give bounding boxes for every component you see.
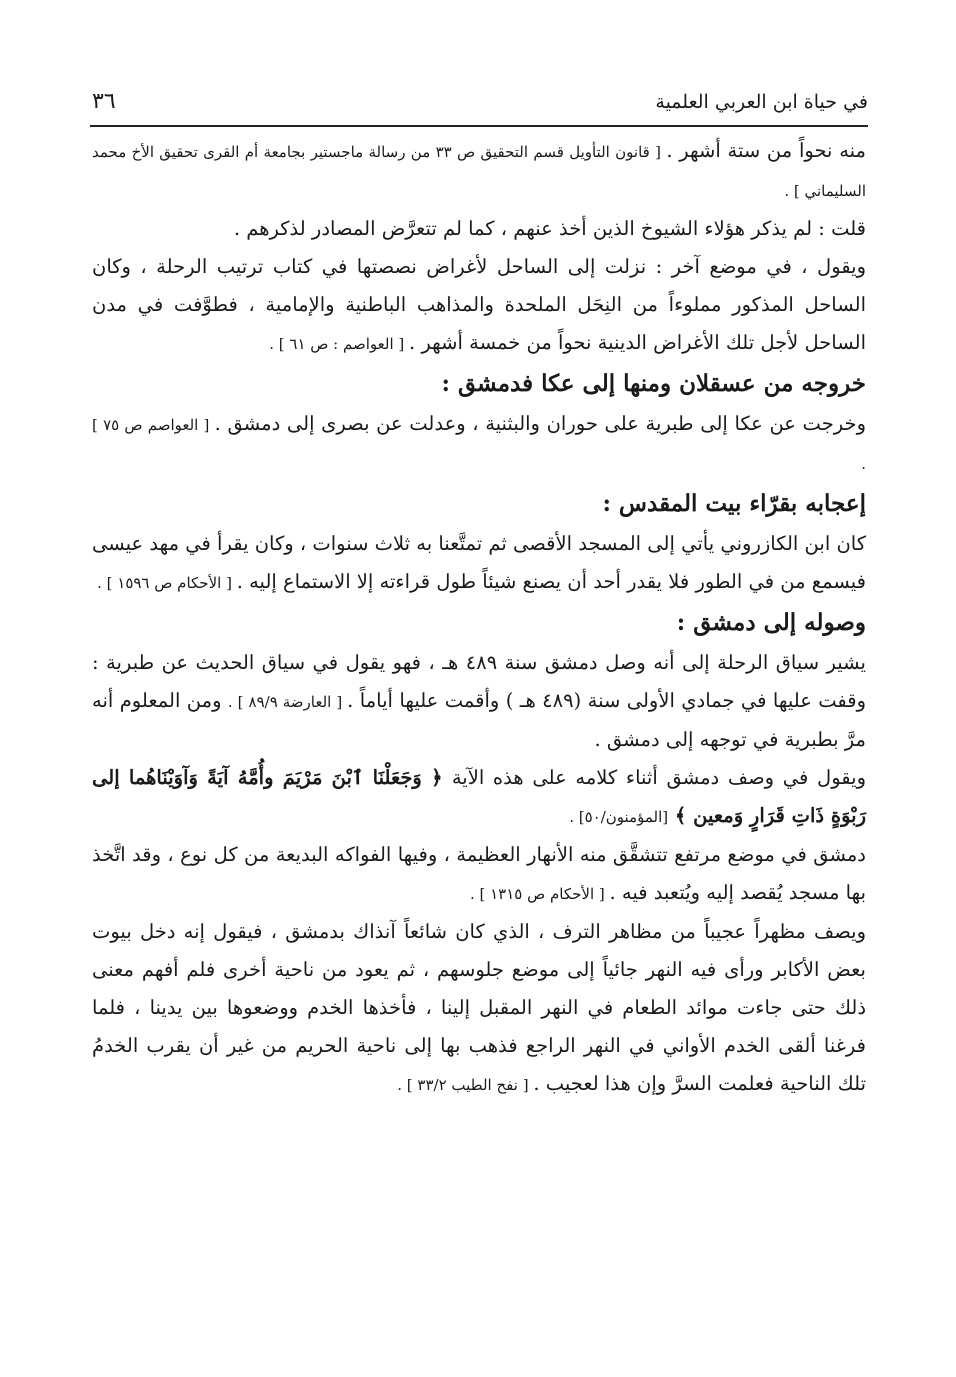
page-body [92,132,866,1104]
running-title: في حياة ابن العربي العلمية [655,91,868,113]
section-heading: خروجه من عسقلان ومنها إلى عكا فدمشق : [441,370,866,397]
paragraph-text: قلت : لم يذكر هؤلاء الشيوخ الذين أخذ عنهم ، كما لم تتعرَّض المصادر لذكرهم . [233,217,866,240]
paragraph-verse [92,759,866,836]
quran-verse: ﴿ وَجَعَلْنَا ٱبْنَ مَرْيَمَ وأُمَّهُ آيَةً وَآوَيْنَاهُما إلى رَبْوَةٍ ذَاتِ قَرَارٍ وَمعين ﴾ [92,766,866,827]
paragraph-damascus [92,836,866,913]
citation: [ قانون التأويل قسم التحقيق ص ٣٣ من رسالة ماجستير بجامعة أم القرى تحقيق الأخ محمد السليماني ] . [92,143,866,200]
paragraph-text: منه نحواً من ستة أشهر . [666,139,867,162]
section-heading: وصوله إلى دمشق : [676,609,866,636]
citation: [المؤمنون/٥٠] . [569,808,669,826]
paragraph-luxury [92,913,866,1104]
paragraph-text: ويصف مظهراً عجيباً من مظاهر الترف ، الذي كان شائعاً آنذاك بدمشق ، فيقول إنه دخل بيوت بعض الأكابر ورأى فيه النهر جائياً إلى موضع جلوسهم ، ثم يعود من ناحية أخرى فلم أفهم معنى ذلك حتى جاءت موائد الطعام في النهر المقبل إلينا ، فأخذها الخدم ووضعوها بين يدينا ، فلما فرغنا ألقى الخدم الأواني في النهر الراجع فذهب بها إلى ناحية الحريم من غير أن يقرب الخدمُ تلك الناحية فعلمت السرَّ وإن هذا لعجيب . [92,920,866,1095]
paragraph-text: يشير سياق الرحلة إلى أنه وصل دمشق سنة ٤٨٩ هـ ، فهو يقول في سياق الحديث عن طبرية : وقفت عليها في جمادي الأولى سنة (٤٨٩ هـ ) وأقمت عليها أياماً . [92,651,867,712]
paragraph-text: ومن المعلوم أنه مرَّ بطبرية في توجهه إلى دمشق . [92,689,866,751]
paragraph-arrival [92,644,866,759]
citation: [ الأحكام ص ١٥٩٦ ] . [97,574,237,592]
paragraph-text: ويقول ، في موضع آخر : نزلت إلى الساحل لأغراض نصصتها في كتاب ترتيب الرحلة ، وكان الساحل المذكور مملوءاً من النِحَل الملحدة والمذاهب الباطنية والإمامية ، فطوَّفت في مدن الساحل لأجل تلك الأغراض الدينية نحواً من خمسة أشهر . [92,255,866,354]
paragraph-reciters [92,525,866,602]
citation: [ نفح الطيب ٣٣/٢ ] . [397,1076,534,1094]
paragraph-text: ويقول في وصف دمشق أثناء كلامه على هذه الآية [451,766,866,789]
paragraph-text: وخرجت عن عكا إلى طبرية على حوران والبثنية ، وعدلت عن بصرى إلى دمشق . [214,412,866,435]
paragraph-coast [92,248,866,363]
paragraph-comment [92,210,866,248]
paragraph-continuation [92,132,866,210]
citation: [ العواصم : ص ٦١ ] . [269,335,410,353]
citation: [ الأحكام ص ١٣١٥ ] . [469,885,610,903]
section-heading: إعجابه بقرّاء بيت المقدس : [602,490,866,517]
paragraph-departure [92,405,866,483]
citation: [ العواصم ص ٧٥ ] . [92,416,866,473]
page-number: ٣٦ [92,89,116,114]
page-header [90,85,868,127]
paragraph-text: دمشق في موضع مرتفع تتشقَّق منه الأنهار العظيمة ، وفيها الفواكه البديعة من كل نوع ، وقد اتَّخذ بها مسجد يُقصد إليه ويُتعبد فيه . [92,843,866,904]
citation: [ العارضة ٨٩/٩ ] . [227,693,348,711]
paragraph-text: كان ابن الكازروني يأتي إلى المسجد الأقصى ثم تمتَّعنا به ثلاث سنوات ، وكان يقرأ في مهد عيسى فيسمع من في الطور فلا يقدر أحد أن يصنع شيئاً طول قراءته إلا الاستماع إليه . [92,532,866,593]
